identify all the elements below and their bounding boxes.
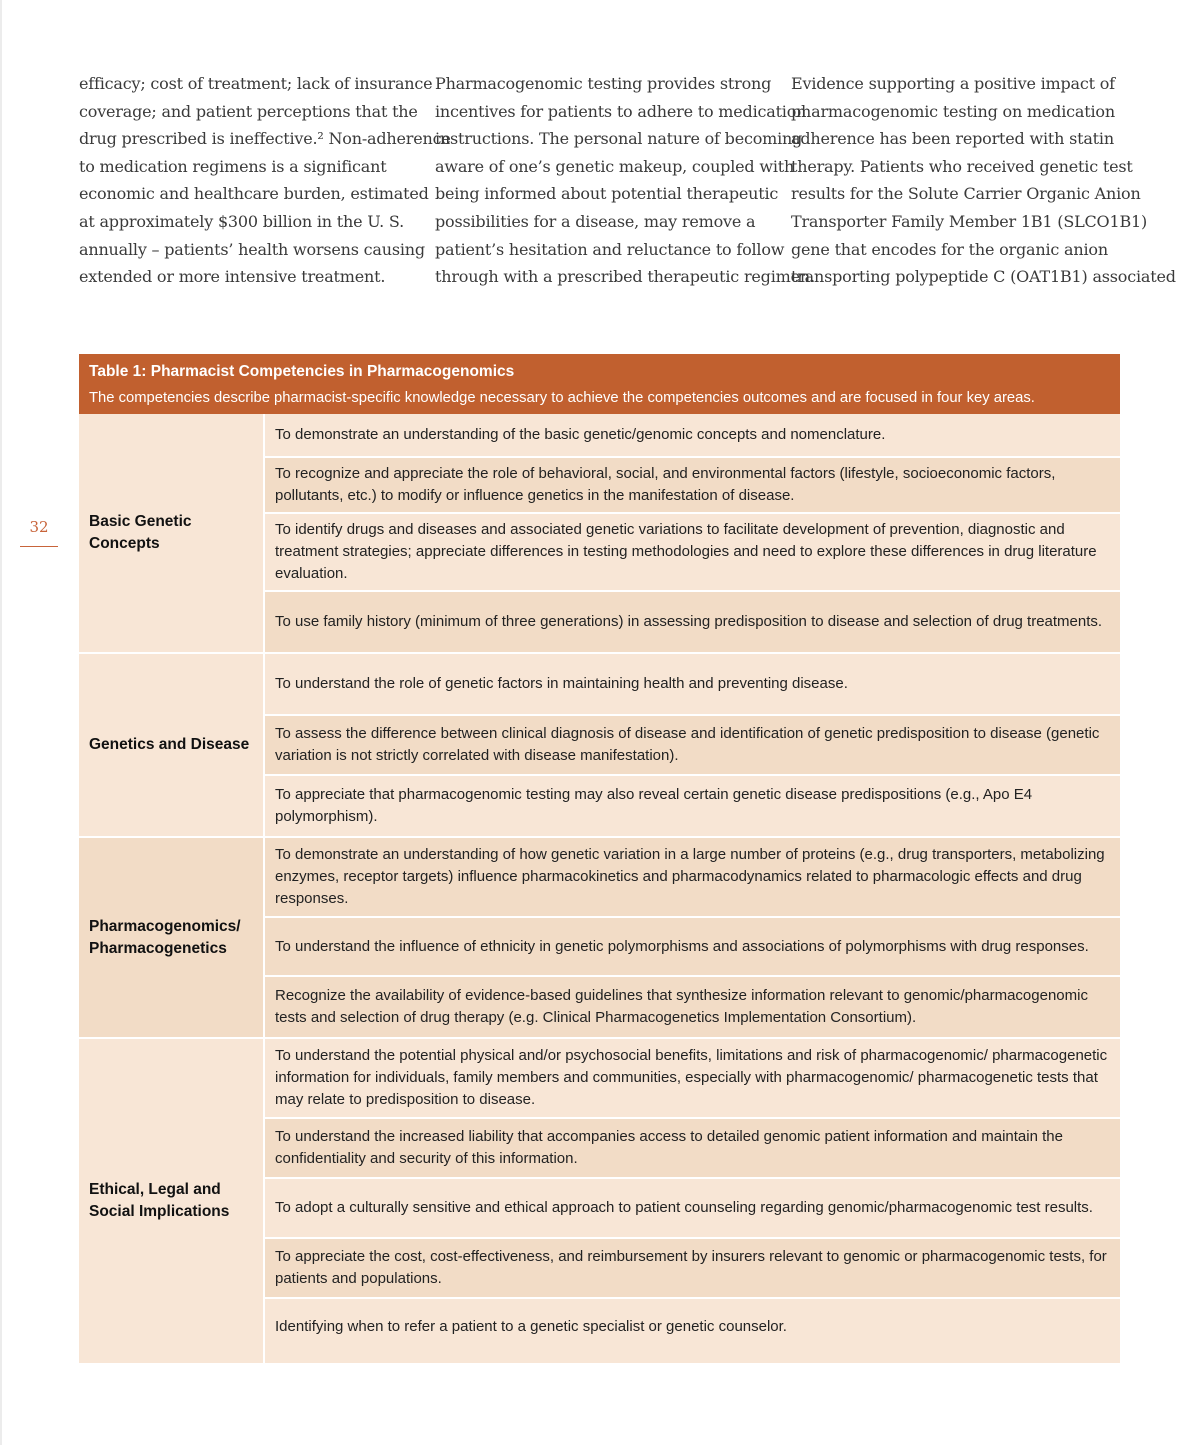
body-line: instructions. The personal nature of becoming xyxy=(435,129,803,149)
body-line: adherence has been reported with statin xyxy=(791,129,1114,149)
competency-item: To demonstrate an understanding of the basic genetic/genomic concepts and nomenclature. xyxy=(265,414,1120,456)
body-line: incentives for patients to adhere to medication xyxy=(435,101,807,121)
body-line: through with a prescribed therapeutic regimen. xyxy=(435,267,815,287)
body-line: gene that encodes for the organic anion xyxy=(791,239,1108,259)
group-label: Pharmacogenomics/ Pharmacogenetics xyxy=(79,838,265,1037)
body-line: annually – patients’ health worsens causing xyxy=(79,239,425,259)
group-label: Ethical, Legal and Social Implications xyxy=(79,1039,265,1363)
competency-item: To understand the influence of ethnicity in genetic polymorphisms and associations of polymorphisms with drug responses. xyxy=(265,916,1120,975)
competency-item: To recognize and appreciate the role of behavioral, social, and environmental factors (lifestyle, socioeconomic factors, pollutants, etc.) to modify or influence genetics in the manifestation of disease. xyxy=(265,456,1120,512)
body-line: to medication regimens is a significant xyxy=(79,156,387,176)
body-line: results for the Solute Carrier Organic Anion xyxy=(791,184,1141,204)
competency-item: To understand the increased liability that accompanies access to detailed genomic patient information and maintain the confidentiality and security of this information. xyxy=(265,1117,1120,1177)
competency-item: To understand the role of genetic factors in maintaining health and preventing disease. xyxy=(265,654,1120,714)
body-line: drug prescribed is ineffective.² Non-adherence xyxy=(79,129,451,149)
body-line: aware of one’s genetic makeup, coupled with xyxy=(435,156,795,176)
body-line: transporting polypeptide C (OAT1B1) associated xyxy=(791,267,1176,287)
competency-item: To appreciate that pharmacogenomic testing may also reveal certain genetic disease predispositions (e.g., Apo E4 polymorphism). xyxy=(265,774,1120,836)
competency-item: To identify drugs and diseases and associated genetic variations to facilitate development of prevention, diagnostic and treatment strategies; appreciate differences in testing methodologies and need to explore these differences in drug literature evaluation. xyxy=(265,512,1120,590)
body-column-1 xyxy=(79,70,451,291)
body-line: being informed about potential therapeutic xyxy=(435,184,779,204)
competency-item: Recognize the availability of evidence-based guidelines that synthesize information relevant to genomic/pharmacogenomic tests and selection of drug therapy (e.g. Clinical Pharmacogenetics Implementation Consortium). xyxy=(265,975,1120,1037)
table-header xyxy=(79,354,1120,414)
body-line: patient’s hesitation and reluctance to follow xyxy=(435,239,785,259)
competency-item: To demonstrate an understanding of how genetic variation in a large number of proteins (e.g., drug transporters, metabolizing enzymes, receptor targets) influence pharmacokinetics and pharmacodynamics related to pharmacologic effects and drug responses. xyxy=(265,838,1120,916)
competency-item: To use family history (minimum of three generations) in assessing predisposition to disease and selection of drug treatments. xyxy=(265,590,1120,652)
body-text-columns xyxy=(79,70,1176,291)
competency-item: To assess the difference between clinical diagnosis of disease and identification of genetic predisposition to disease (genetic variation is not strictly correlated with disease manifestation). xyxy=(265,714,1120,774)
page-edge xyxy=(0,0,2,1445)
group-items xyxy=(265,654,1120,836)
body-line: Transporter Family Member 1B1 (SLCO1B1) xyxy=(791,211,1148,231)
page-number: 32 xyxy=(29,518,49,536)
body-line: Pharmacogenomic testing provides strong xyxy=(435,74,772,93)
competencies-table xyxy=(79,354,1120,1363)
group-label: Basic Genetic Concepts xyxy=(79,414,265,652)
body-line: Evidence supporting a positive impact of xyxy=(791,74,1115,93)
group-basic-genetic-concepts xyxy=(79,414,1120,652)
body-line: at approximately $300 billion in the U. S. xyxy=(79,211,404,231)
table-title: Table 1: Pharmacist Competencies in Pharmacogenomics xyxy=(89,363,515,380)
body-line: therapy. Patients who received genetic test xyxy=(791,156,1133,176)
competency-item: To understand the potential physical and/or psychosocial benefits, limitations and risk of pharmacogenomic/ pharmacogenetic information for individuals, family members and communities, especially with pharmacogenomic/ pharmacogenetic tests that may relate to predisposition to disease. xyxy=(265,1039,1120,1117)
table-subtitle: The competencies describe pharmacist-specific knowledge necessary to achieve the competencies outcomes and are focused in four key areas. xyxy=(89,390,1035,406)
body-line: pharmacogenomic testing on medication xyxy=(791,101,1115,121)
body-line: possibilities for a disease, may remove a xyxy=(435,211,756,231)
group-items xyxy=(265,1039,1120,1363)
competency-item: To adopt a culturally sensitive and ethical approach to patient counseling regarding genomic/pharmacogenomic test results. xyxy=(265,1177,1120,1237)
body-line: economic and healthcare burden, estimated xyxy=(79,184,429,204)
body-column-2 xyxy=(435,70,815,291)
group-items xyxy=(265,414,1120,652)
page-number-rule xyxy=(20,546,58,547)
competency-item: To appreciate the cost, cost-effectiveness, and reimbursement by insurers relevant to genomic or pharmacogenomic tests, for patients and populations. xyxy=(265,1237,1120,1297)
body-column-3 xyxy=(791,70,1176,291)
body-line: efficacy; cost of treatment; lack of insurance xyxy=(79,74,433,93)
group-pharmacogenomics xyxy=(79,836,1120,1037)
group-items xyxy=(265,838,1120,1037)
group-label: Genetics and Disease xyxy=(79,654,265,836)
group-genetics-and-disease xyxy=(79,652,1120,836)
body-line: extended or more intensive treatment. xyxy=(79,267,386,287)
competency-item: Identifying when to refer a patient to a genetic specialist or genetic counselor. xyxy=(265,1297,1120,1355)
group-ethical-legal-social xyxy=(79,1037,1120,1363)
body-line: coverage; and patient perceptions that the xyxy=(79,101,418,121)
